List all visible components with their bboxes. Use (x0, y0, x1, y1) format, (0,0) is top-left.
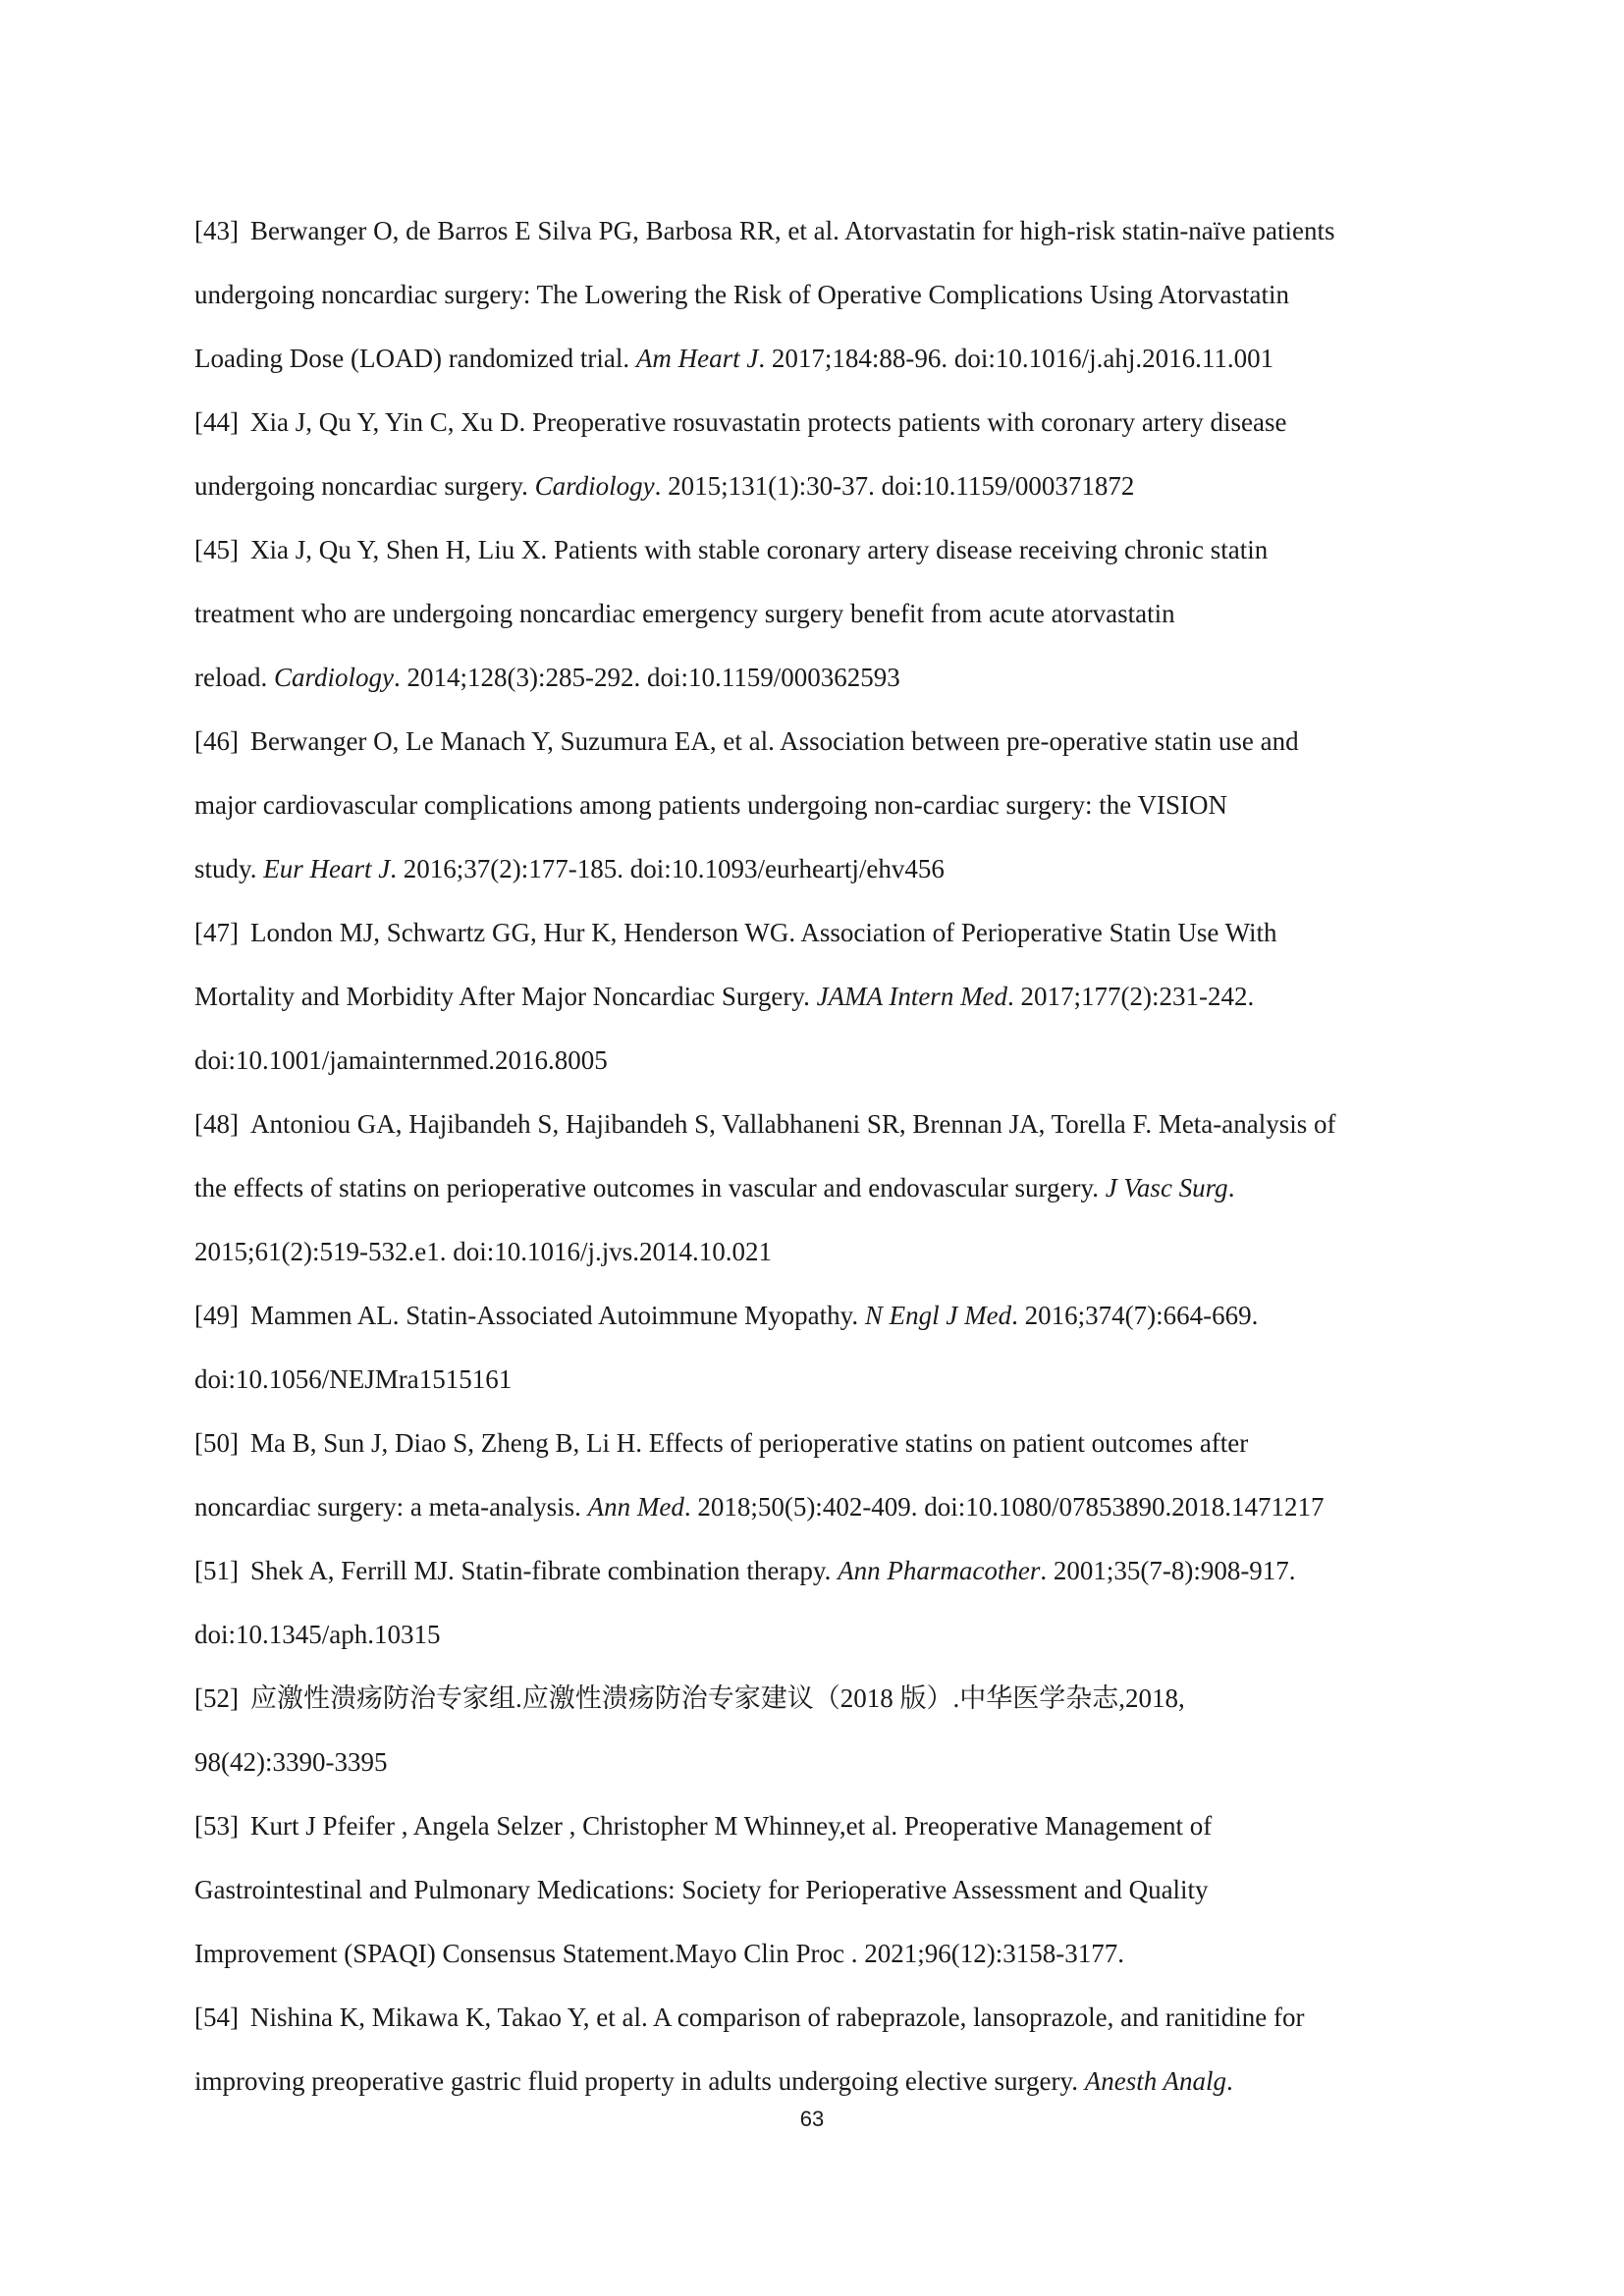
reference-text: 2015;61(2):519-532.e1. doi:10.1016/j.jvs.2014.10.021 (194, 1237, 772, 1266)
reference-item (194, 910, 1461, 1101)
reference-text: 应激性溃疡防治专家组.应激性溃疡防治专家建议（2018 版）.中华医学杂志,2018, (249, 1683, 1185, 1713)
reference-text: London MJ, Schwartz GG, Hur K, Henderson WG. Association of Perioperative Statin Use With (249, 918, 1277, 947)
reference-line (194, 1676, 1461, 1739)
reference-line (194, 527, 1461, 591)
reference-line (194, 1484, 1461, 1548)
journal-name: J Vasc Surg (1105, 1173, 1228, 1202)
reference-item (194, 719, 1461, 910)
reference-text: . 2014;128(3):285-292. doi:10.1159/000362593 (393, 663, 900, 692)
reference-line (194, 1867, 1461, 1931)
reference-text: Mortality and Morbidity After Major Noncardiac Surgery. (194, 982, 817, 1011)
reference-number: [43] (194, 216, 239, 245)
reference-line (194, 336, 1461, 400)
reference-text: Berwanger O, de Barros E Silva PG, Barbosa RR, et al. Atorvastatin for high-risk statin-naïve patients (249, 216, 1335, 245)
reference-text: . 2018;50(5):402-409. doi:10.1080/07853890.2018.1471217 (683, 1492, 1325, 1522)
reference-text: Gastrointestinal and Pulmonary Medications: Society for Perioperative Assessment and Quality (194, 1875, 1209, 1904)
reference-text: undergoing noncardiac surgery: The Lowering the Risk of Operative Complications Using Atorvastatin (194, 280, 1290, 309)
journal-name: N Engl J Med (864, 1301, 1012, 1330)
reference-text: major cardiovascular complications among patients undergoing non-cardiac surgery: the VISION (194, 790, 1227, 820)
reference-text: undergoing noncardiac surgery. (194, 471, 535, 501)
reference-text: . 2001;35(7-8):908-917. (1040, 1556, 1296, 1585)
reference-text: 98(42):3390-3395 (194, 1747, 388, 1777)
reference-line (194, 1931, 1461, 1995)
reference-text: treatment who are undergoing noncardiac emergency surgery benefit from acute atorvastatin (194, 599, 1175, 628)
reference-line (194, 1739, 1461, 1803)
reference-item (194, 1293, 1461, 1420)
reference-text: . (1226, 2066, 1233, 2096)
reference-item (194, 1101, 1461, 1293)
reference-number: [45] (194, 535, 239, 564)
reference-line (194, 1803, 1461, 1867)
reference-line (194, 1420, 1461, 1484)
reference-line (194, 1995, 1461, 2058)
reference-number: [50] (194, 1428, 239, 1458)
reference-line (194, 1548, 1461, 1612)
reference-text: Improvement (SPAQI) Consensus Statement.Mayo Clin Proc . 2021;96(12):3158-3177. (194, 1939, 1124, 1968)
reference-line (194, 1165, 1461, 1229)
reference-text: doi:10.1001/jamainternmed.2016.8005 (194, 1045, 608, 1075)
reference-text: study. (194, 854, 264, 883)
journal-name: JAMA Intern Med (816, 982, 1008, 1011)
reference-text: the effects of statins on perioperative outcomes in vascular and endovascular surgery. (194, 1173, 1106, 1202)
reference-text: reload. (194, 663, 274, 692)
reference-line (194, 719, 1461, 782)
reference-text: noncardiac surgery: a meta-analysis. (194, 1492, 588, 1522)
reference-text: . 2015;131(1):30-37. doi:10.1159/000371872 (654, 471, 1135, 501)
journal-name: Eur Heart J (263, 854, 391, 883)
reference-text: Kurt J Pfeifer , Angela Selzer , Christopher M Whinney,et al. Preoperative Management of (249, 1811, 1213, 1841)
reference-text: . (1227, 1173, 1235, 1202)
reference-line (194, 591, 1461, 655)
reference-number: [49] (194, 1301, 239, 1330)
reference-number: [48] (194, 1109, 239, 1139)
reference-number: [44] (194, 407, 239, 437)
reference-item (194, 1803, 1461, 1995)
reference-line (194, 910, 1461, 974)
reference-text: Shek A, Ferrill MJ. Statin-fibrate combination therapy. (249, 1556, 839, 1585)
reference-item (194, 208, 1461, 400)
reference-text: Berwanger O, Le Manach Y, Suzumura EA, et al. Association between pre-operative statin use and (249, 726, 1299, 756)
reference-text: . 2017;184:88-96. doi:10.1016/j.ahj.2016.11.001 (758, 344, 1274, 373)
reference-line (194, 655, 1461, 719)
reference-line (194, 782, 1461, 846)
reference-text: improving preoperative gastric fluid property in adults undergoing elective surgery. (194, 2066, 1085, 2096)
reference-item (194, 527, 1461, 719)
reference-number: [51] (194, 1556, 239, 1585)
reference-item (194, 1420, 1461, 1548)
reference-line (194, 1101, 1461, 1165)
journal-name: Ann Pharmacother (838, 1556, 1041, 1585)
reference-text: Xia J, Qu Y, Yin C, Xu D. Preoperative rosuvastatin protects patients with coronary artery disease (249, 407, 1287, 437)
reference-line (194, 400, 1461, 463)
reference-text: Nishina K, Mikawa K, Takao Y, et al. A comparison of rabeprazole, lansoprazole, and ranitidine for (249, 2002, 1305, 2032)
reference-item (194, 400, 1461, 527)
reference-number: [47] (194, 918, 239, 947)
reference-text: . 2016;37(2):177-185. doi:10.1093/eurheartj/ehv456 (390, 854, 945, 883)
reference-text: Xia J, Qu Y, Shen H, Liu X. Patients with stable coronary artery disease receiving chronic statin (249, 535, 1269, 564)
reference-line (194, 1612, 1461, 1676)
reference-text: Mammen AL. Statin-Associated Autoimmune Myopathy. (249, 1301, 865, 1330)
reference-list (194, 208, 1461, 2122)
journal-name: Anesth Analg (1084, 2066, 1227, 2096)
reference-text: . 2016;374(7):664-669. (1011, 1301, 1259, 1330)
reference-text: Antoniou GA, Hajibandeh S, Hajibandeh S, Vallabhaneni SR, Brennan JA, Torella F. Meta-analysis of (249, 1109, 1336, 1139)
reference-text: Loading Dose (LOAD) randomized trial. (194, 344, 636, 373)
reference-line (194, 272, 1461, 336)
reference-text: doi:10.1345/aph.10315 (194, 1620, 441, 1649)
reference-text: Ma B, Sun J, Diao S, Zheng B, Li H. Effects of perioperative statins on patient outcomes after (249, 1428, 1249, 1458)
reference-line (194, 1038, 1461, 1101)
reference-line (194, 846, 1461, 910)
reference-line (194, 1229, 1461, 1293)
reference-number: [52] (194, 1683, 239, 1713)
reference-line (194, 208, 1461, 272)
journal-name: Cardiology (273, 663, 394, 692)
reference-line (194, 463, 1461, 527)
reference-item (194, 1995, 1461, 2122)
reference-item (194, 1676, 1461, 1803)
reference-number: [46] (194, 726, 239, 756)
reference-line (194, 974, 1461, 1038)
reference-line (194, 1357, 1461, 1420)
reference-text: doi:10.1056/NEJMra1515161 (194, 1364, 513, 1394)
reference-line (194, 1293, 1461, 1357)
page-number: 63 (799, 2107, 825, 2131)
reference-number: [53] (194, 1811, 239, 1841)
reference-item (194, 1548, 1461, 1676)
reference-text: . 2017;177(2):231-242. (1007, 982, 1255, 1011)
reference-number: [54] (194, 2002, 239, 2032)
journal-name: Ann Med (587, 1492, 684, 1522)
journal-name: Cardiology (534, 471, 655, 501)
journal-name: Am Heart J (635, 344, 759, 373)
